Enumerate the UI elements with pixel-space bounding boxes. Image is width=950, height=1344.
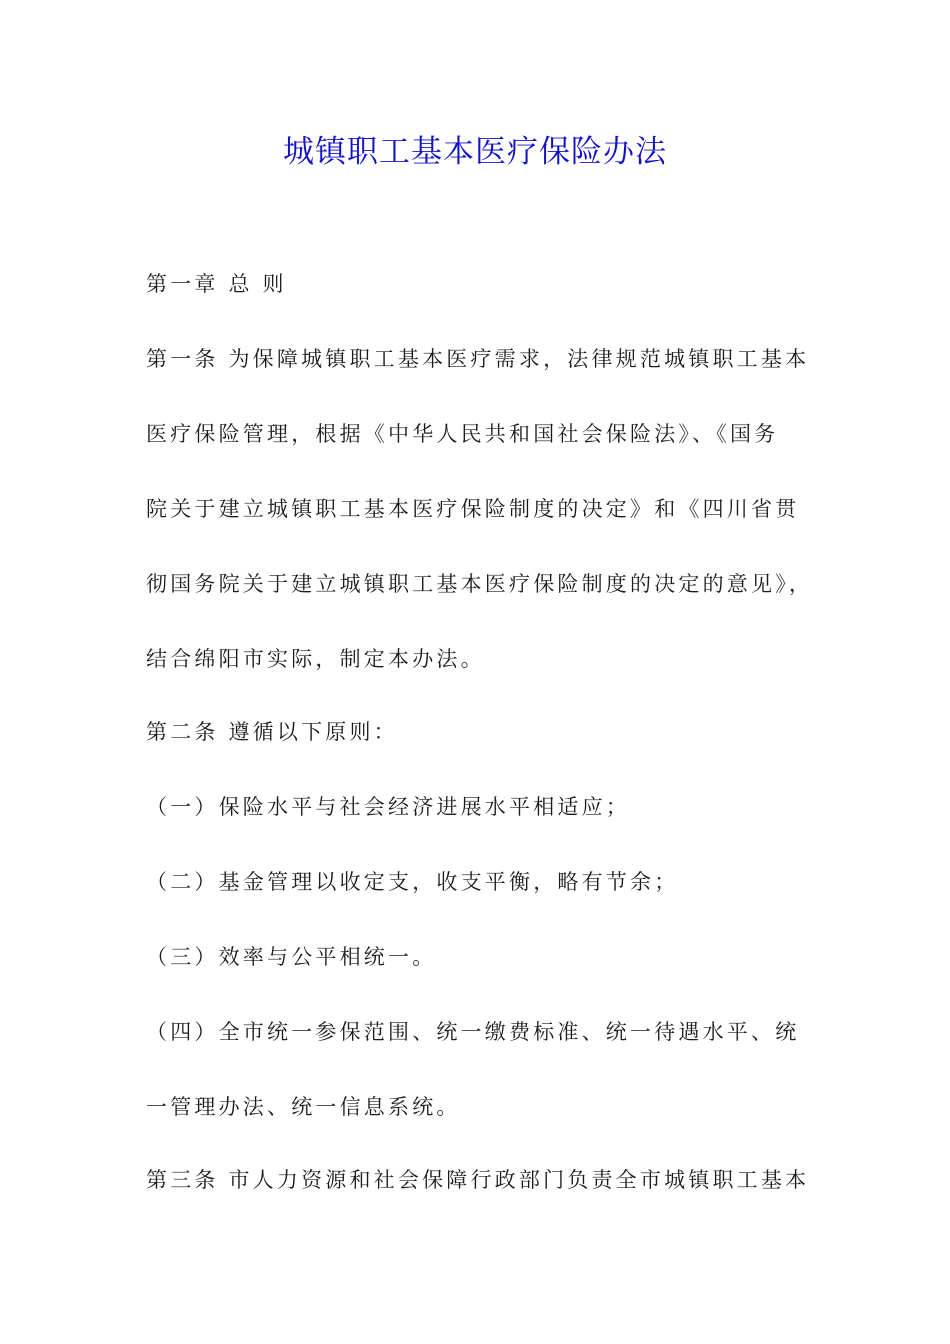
paragraph-line: 医疗保险管理，根据《中华人民共和国社会保险法》、《国务 <box>146 422 779 446</box>
paragraph-line: 第三条 市人力资源和社会保障行政部门负责全市城镇职工基本 <box>146 1168 810 1192</box>
chapter-heading: 第一章 总 则 <box>146 272 287 296</box>
paragraph-line: 第一条 为保障城镇职工基本医疗需求，法律规范城镇职工基本 <box>146 347 810 371</box>
paragraph-line: 彻国务院关于建立城镇职工基本医疗保险制度的决定的意见》， <box>146 572 814 596</box>
document-title: 城镇职工基本医疗保险办法 <box>283 134 667 170</box>
list-item: （一）保险水平与社会经济进展水平相适应； <box>146 795 630 819</box>
list-item: （四）全市统一参保范围、统一缴费标准、统一待遇水平、统 <box>146 1020 800 1044</box>
list-item-continued: 一管理办法、统一信息系统。 <box>146 1095 461 1119</box>
article-heading: 第二条 遵循以下原则： <box>146 720 398 744</box>
list-item: （二）基金管理以收定支，收支平衡，略有节余； <box>146 870 679 894</box>
list-item: （三）效率与公平相统一。 <box>146 945 437 969</box>
paragraph-line: 结合绵阳市实际，制定本办法。 <box>146 647 485 671</box>
paragraph-line: 院关于建立城镇职工基本医疗保险制度的决定》和《四川省贯 <box>146 497 800 521</box>
